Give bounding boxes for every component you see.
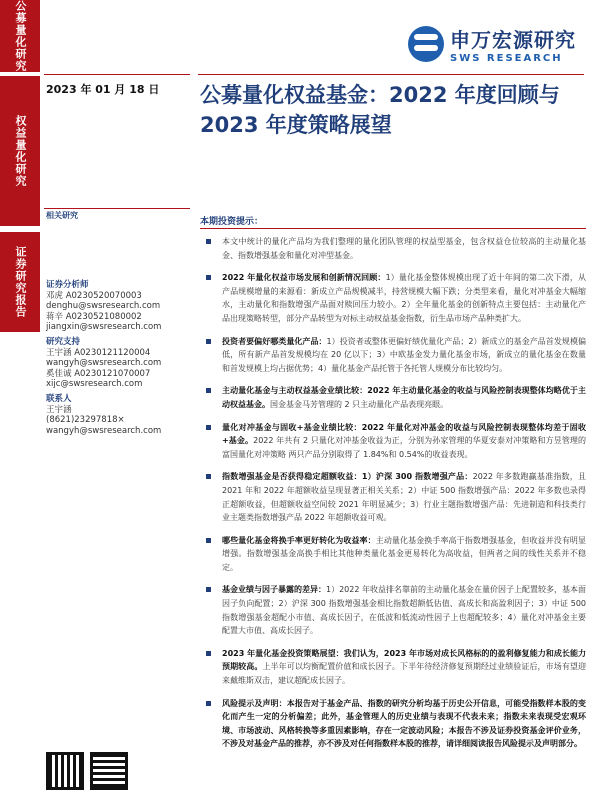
bullet-lead: 基金业绩与因子暴露的差异：: [222, 585, 326, 595]
bullet-lead: 2022 年量化权益市场发展和创新情况回顾：: [222, 273, 386, 283]
related-research-label: 相关研究: [46, 211, 78, 220]
brand-name-cn: 申万宏源研究: [450, 28, 576, 52]
summary-heading: 本期投资提示：: [200, 217, 264, 227]
sidebar-tag-equity: 权益量化研究: [0, 76, 40, 226]
bullet-text: 2022 年多数跑赢基准指数，且 2021 年和 2022 年超额收益呈现显著正相关关系；2）中证 500 指数增强产品：2022 年多数也录得正超额收益，但超额收益空间较 2021 年明显减少；3）行业主题指数增强产品：先进制造和科技类行业主题类指数增强产品 2022 年超额收益可观。: [222, 472, 586, 523]
bullet-text: 1）量化基金整体规模出现了近十年间的第二次下滑，从产品规模增量的来源看：新成立产品规模减半，持营规模大幅下跌；分类型来看，量化对冲基金大幅缩水，主动量化和指数增强产品面对赎回压力较小。2）全年量化基金的创新特点主要包括：主动量化产品出现策略转型，部分产品转型为对标主动权益基金指数，衍生品市场产品种类扩大。: [222, 273, 586, 323]
analyst-line: 蒋辛 A0230521080002: [46, 311, 142, 322]
bullet-lead: 2023 年量化基金投资策略展望：我们认为，2023 年市场对成长风格标的的盈利修复能力和成长能力预期较高。: [222, 648, 586, 672]
bullet-lead: 风险提示及声明：本报告对于基金产品、指数的研究分析均基于历史公开信息，可能受指数样本股的变化而产生一定的分析偏差；此外，基金管理人的历史业绩与表现不代表未来；指数未来表现受宏观环境、市场波动、风格转换等多重因素影响，存在一定波动风险；本报告不涉及证券投资基金评价业务，不涉及对基金产品的推荐，亦不涉及对任何指数样本股的推荐，请详细阅读报告风险提示及声明部分。: [222, 698, 586, 749]
bullet-text: 本文中统计的量化产品均为我们整理的量化团队管理的权益型基金，包含权益仓位较高的主动量化基金、指数增强基金和量化对冲型基金。: [222, 237, 586, 260]
summary-bullet: [200, 534, 586, 575]
bullet-text: 2022 年共有 2 只量化对冲基金收益为正，分别为孙家管理的华夏安泰对冲策略和方昱管理的富国量化对冲策略 两只产品分别取得了 1.84%和 0.54%的收益表现。: [222, 436, 587, 459]
analyst-line[interactable]: denghu@swsresearch.com: [46, 301, 161, 312]
bullet-text: 国金基金马芳管理的 2 只主动量化产品表现亮眼。: [270, 399, 449, 409]
bullet-lead: 哪些量化基金将换手率更好转化为收益率：: [222, 535, 376, 545]
bullet-lead: 量化对冲基金与固收+基金业绩比较：2022 年量化对冲基金的收益与风险控制表现整体均差于固收+基金。: [222, 422, 586, 446]
header-divider-right: [198, 74, 584, 75]
contact-heading: 联系人: [46, 393, 72, 404]
bullet-lead: 投资者要偏好哪类量化产品：: [222, 336, 327, 346]
brand-logo: [408, 24, 576, 64]
sidebar-tag-report: 证券研究报告: [0, 232, 40, 332]
summary-bullet: [200, 647, 586, 688]
contacts-panel: [46, 276, 192, 436]
qr-code-icon: [46, 752, 84, 790]
brand-name-en: SWS RESEARCH: [450, 53, 563, 64]
bullet-text: 上半年可以均衡配置价值和成长因子。下半年待经济修复预期经过业绩验证后，市场有望迎来戴维斯双击，建议超配成长因子。: [222, 662, 587, 686]
support-line: 奚佳诚 A0230121070007: [46, 368, 151, 379]
report-date: 2023 年 01 月 18 日: [46, 83, 160, 96]
bullet-lead: 主动量化基金与主动权益基金业绩比较：2022 年主动量化基金的收益与风险控制表现整体均略优于主动权益基金。: [222, 386, 586, 409]
contact-line: 王宇涵: [46, 404, 72, 415]
bullet-text: 1）投资者或整体更偏好绩优量化产品；2）新成立的基金产品首发规模偏低，所有新产品首发规模均在 20 亿以下；3）中欧基金发力量化基金市场，新成立的量化基金在数量和首发规模上均占据优势；4）量化基金产品托管于各托管人规模分布比较均匀。: [222, 336, 587, 373]
contact-line[interactable]: wangyh@swsresearch.com: [46, 425, 162, 436]
sidebar-tag-quant: 公募量化研究: [0, 0, 40, 72]
summary-bullet: [200, 697, 586, 751]
bullet-lead: 指数增强基金是否获得稳定超额收益：1）沪深 300 指数增强产品：: [222, 472, 473, 482]
analyst-line[interactable]: jiangxin@swsresearch.com: [46, 322, 162, 333]
support-line: 王宇涵 A0230121120004: [46, 347, 151, 358]
report-title: 公募量化权益基金：2022 年度回顾与 2023 年度策略展望: [200, 83, 560, 137]
support-line[interactable]: xijc@swsresearch.com: [46, 379, 143, 390]
bullet-text: 主动量化基金换手率高于指数增强基金，但收益并没有明显增强。指数增强基金高换手相比其他种类量化基金更易转化为高收益，但两者之间的线性关系并不稳定。: [222, 535, 587, 572]
bullet-text: 1）2022 年收益排名靠前的主动量化基金在量价因子上配置较多，基本面因子负向配置；2）沪深 300 指数增强基金相比指数超额低估值、高成长和高盈利因子；3）中证 500 指数增强基金超配小市值、高成长因子，在低波和低流动性因子上也超配较多；4）量化对冲基金主要配置大市值、高成长因子。: [222, 585, 586, 636]
summary-bullet: [200, 235, 586, 262]
summary-bullet: [200, 583, 586, 637]
summary-bullet: [200, 470, 586, 524]
logo-mark-icon: [408, 26, 444, 62]
summary-section: [200, 214, 586, 760]
analyst-line: 邓虎 A0230520070003: [46, 290, 142, 301]
support-heading: 研究支持: [46, 336, 81, 347]
support-line[interactable]: wangyh@swsresearch.com: [46, 358, 162, 369]
summary-bullet: [200, 271, 586, 325]
summary-bullet: [200, 421, 586, 462]
contact-line: (8621)23297818×: [46, 415, 125, 426]
analysts-heading: 证券分析师: [46, 280, 89, 290]
summary-bullet: [200, 384, 586, 411]
summary-bullet: [200, 335, 586, 376]
related-divider: [44, 208, 190, 209]
header-divider-left: [44, 74, 190, 75]
qr-code-icon: [90, 752, 128, 790]
